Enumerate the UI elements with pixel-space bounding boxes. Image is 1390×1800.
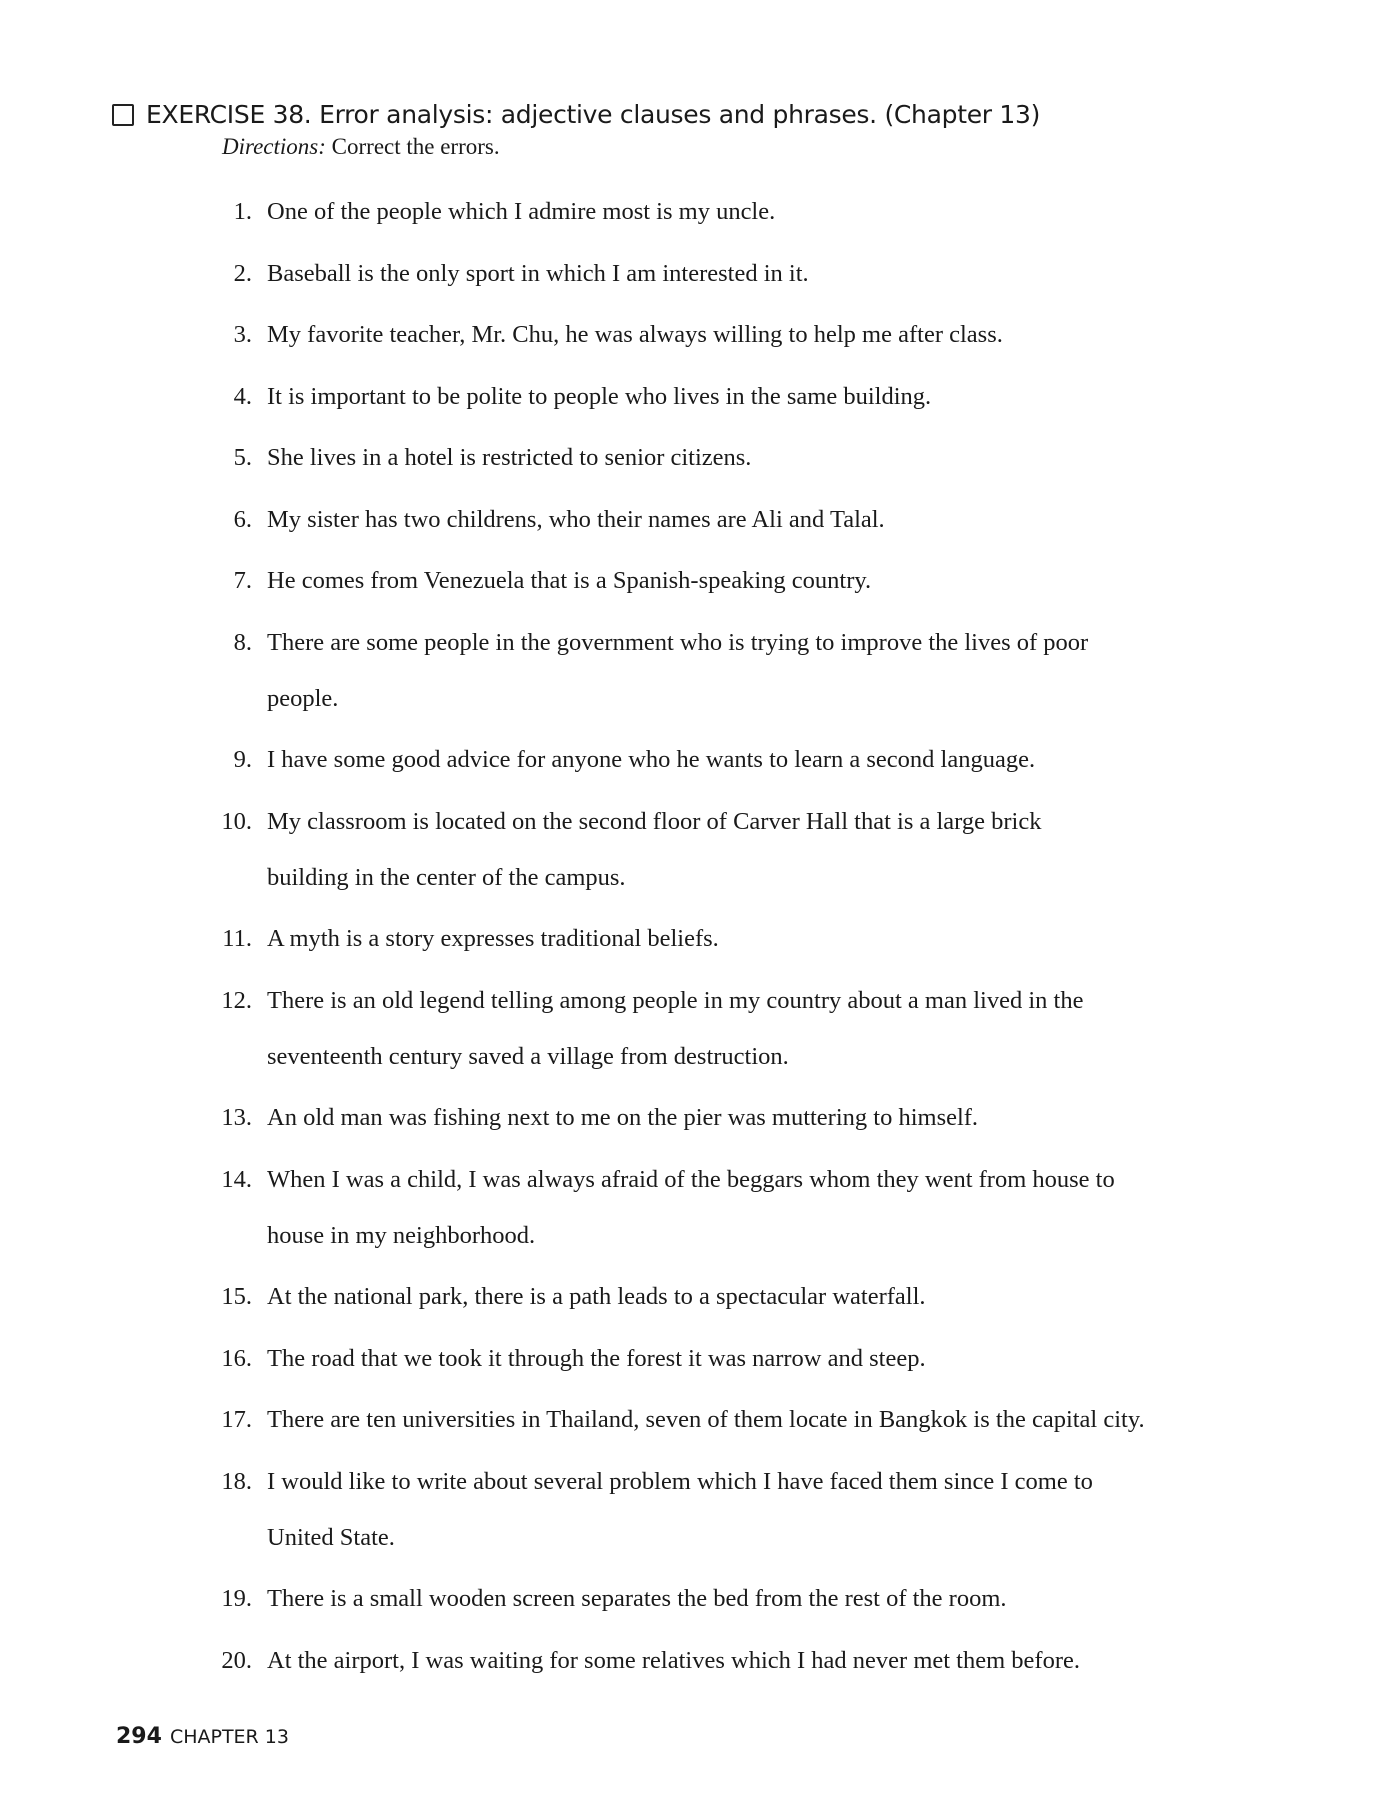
item-number: 4. — [233, 382, 252, 410]
item-sentence-line: people. — [267, 684, 339, 712]
item-sentence-line: There is an old legend telling among people in my country about a man lived in the — [267, 986, 1084, 1014]
list-item — [0, 615, 1390, 727]
item-number: 14. — [221, 1165, 252, 1193]
list-item — [0, 246, 1390, 302]
page-footer — [116, 1724, 289, 1749]
list-item — [0, 973, 1390, 1085]
item-sentence-line: Baseball is the only sport in which I am interested in it. — [267, 259, 809, 287]
item-number: 20. — [221, 1646, 252, 1674]
list-item — [0, 732, 1390, 788]
item-sentence-line: An old man was fishing next to me on the pier was muttering to himself. — [267, 1104, 979, 1131]
list-item — [0, 1392, 1390, 1448]
list-item — [0, 1152, 1390, 1264]
item-sentence-line: My favorite teacher, Mr. Chu, he was always willing to help me after class. — [267, 321, 1003, 348]
item-number: 3. — [233, 321, 252, 348]
item-number: 2. — [233, 259, 252, 287]
list-item — [0, 369, 1390, 425]
directions — [222, 134, 500, 160]
item-sentence-line: There are ten universities in Thailand, seven of them locate in Bangkok is the capital city. — [267, 1406, 1145, 1433]
item-sentence-line: There is a small wooden screen separates the bed from the rest of the room. — [267, 1585, 1007, 1612]
list-item — [0, 1633, 1390, 1689]
item-number: 5. — [233, 444, 252, 471]
item-number: 11. — [222, 925, 252, 952]
item-sentence-line: I have some good advice for anyone who he wants to learn a second language. — [267, 746, 1036, 773]
chapter-label: CHAPTER 13 — [169, 1726, 289, 1748]
item-sentence-line: It is important to be polite to people who lives in the same building. — [267, 382, 932, 410]
item-sentence-line: At the airport, I was waiting for some relatives which I had never met them before. — [267, 1646, 1080, 1674]
exercise-list — [0, 184, 1390, 1694]
exercise-title — [112, 100, 1040, 129]
list-item — [0, 430, 1390, 486]
list-item — [0, 1331, 1390, 1387]
item-sentence-line: I would like to write about several problem which I have faced them since I come to — [267, 1467, 1093, 1495]
item-number: 10. — [221, 807, 252, 835]
item-sentence-line: United State. — [267, 1523, 395, 1551]
item-number: 8. — [233, 628, 252, 656]
item-number: 1. — [233, 198, 252, 225]
item-sentence-line: When I was a child, I was always afraid of the beggars whom they went from house to — [267, 1165, 1115, 1193]
item-number: 7. — [233, 567, 252, 594]
list-item — [0, 553, 1390, 609]
item-sentence-line: house in my neighborhood. — [267, 1221, 536, 1249]
item-number: 16. — [221, 1344, 252, 1372]
list-item — [0, 492, 1390, 548]
list-item — [0, 1571, 1390, 1627]
list-item — [0, 911, 1390, 967]
item-sentence-line: My classroom is located on the second floor of Carver Hall that is a large brick — [267, 807, 1042, 835]
item-number: 12. — [221, 986, 252, 1014]
list-item — [0, 184, 1390, 240]
directions-text: Correct the errors. — [325, 134, 500, 159]
item-sentence-line: At the national park, there is a path leads to a spectacular waterfall. — [267, 1283, 926, 1310]
checkbox-icon — [112, 104, 134, 126]
item-sentence-line: He comes from Venezuela that is a Spanish-speaking country. — [267, 567, 872, 594]
list-item — [0, 1454, 1390, 1566]
item-sentence-line: building in the center of the campus. — [267, 863, 626, 891]
exercise-title-text: EXERCISE 38. Error analysis: adjective clauses and phrases. (Chapter 13) — [146, 100, 1041, 129]
item-number: 9. — [233, 746, 252, 773]
item-sentence-line: The road that we took it through the forest it was narrow and steep. — [267, 1344, 926, 1372]
item-sentence-line: She lives in a hotel is restricted to senior citizens. — [267, 444, 752, 471]
item-sentence-line: My sister has two childrens, who their names are Ali and Talal. — [267, 505, 885, 533]
item-sentence-line: seventeenth century saved a village from destruction. — [267, 1042, 789, 1070]
item-sentence-line: There are some people in the government who is trying to improve the lives of poor — [267, 628, 1089, 656]
list-item — [0, 1090, 1390, 1146]
item-number: 19. — [221, 1585, 252, 1612]
item-number: 6. — [233, 505, 252, 533]
item-number: 13. — [221, 1104, 252, 1131]
list-item — [0, 1269, 1390, 1325]
item-number: 17. — [221, 1406, 252, 1433]
list-item — [0, 794, 1390, 906]
item-sentence-line: A myth is a story expresses traditional beliefs. — [267, 925, 719, 952]
item-sentence-line: One of the people which I admire most is my uncle. — [267, 198, 776, 225]
list-item — [0, 307, 1390, 363]
item-number: 18. — [221, 1467, 252, 1495]
page-number: 294 — [116, 1724, 162, 1749]
item-number: 15. — [221, 1283, 252, 1310]
directions-label: Directions: — [222, 134, 326, 159]
